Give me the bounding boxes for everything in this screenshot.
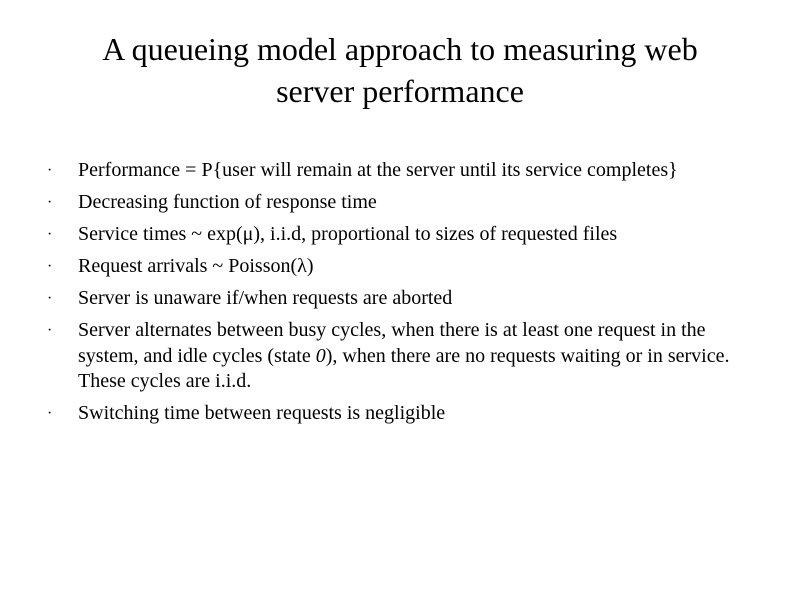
bullet-item-decreasing-function — [46, 190, 746, 216]
bullet-item-server-alternates — [46, 318, 746, 395]
bullet-marker: · — [47, 162, 53, 179]
bullet-text-after: ), when there are no requests waiting or in service. These cycles are i.i.d. — [78, 344, 730, 392]
bullet-marker: · — [47, 194, 53, 211]
bullet-text: Server is unaware if/when requests are aborted — [78, 287, 453, 309]
bullet-text — [78, 318, 746, 395]
bullet-marker: · — [47, 290, 53, 307]
bullet-item-switching-time — [46, 401, 746, 427]
bullet-marker: · — [47, 258, 53, 275]
bullet-item-request-arrivals — [46, 254, 746, 280]
bullet-item-performance — [46, 158, 746, 184]
title-line-1: A queueing model approach to measuring web — [102, 31, 698, 67]
bullet-marker: · — [47, 226, 53, 243]
bullet-text: Switching time between requests is negligible — [78, 402, 446, 424]
bullet-text: Service times ~ exp(μ), i.i.d, proportional to sizes of requested files — [78, 223, 618, 245]
bullet-item-service-times — [46, 222, 746, 248]
bullet-marker: · — [47, 322, 53, 339]
title-line-2: server performance — [276, 73, 524, 109]
bullet-text: Performance = P{user will remain at the server until its service completes} — [78, 159, 678, 181]
bullet-text: Decreasing function of response time — [78, 191, 377, 213]
bullet-text-before: Server alternates between busy cycles, when there is at least one request in the system, and idle cycles (state — [78, 319, 706, 367]
bullet-item-server-unaware — [46, 286, 746, 312]
bullet-text: Request arrivals ~ Poisson(λ) — [78, 255, 314, 277]
slide-title — [40, 28, 760, 112]
bullet-marker: · — [47, 405, 53, 422]
bullet-text-italic-state: 0 — [315, 344, 326, 367]
bullet-list — [46, 158, 746, 433]
